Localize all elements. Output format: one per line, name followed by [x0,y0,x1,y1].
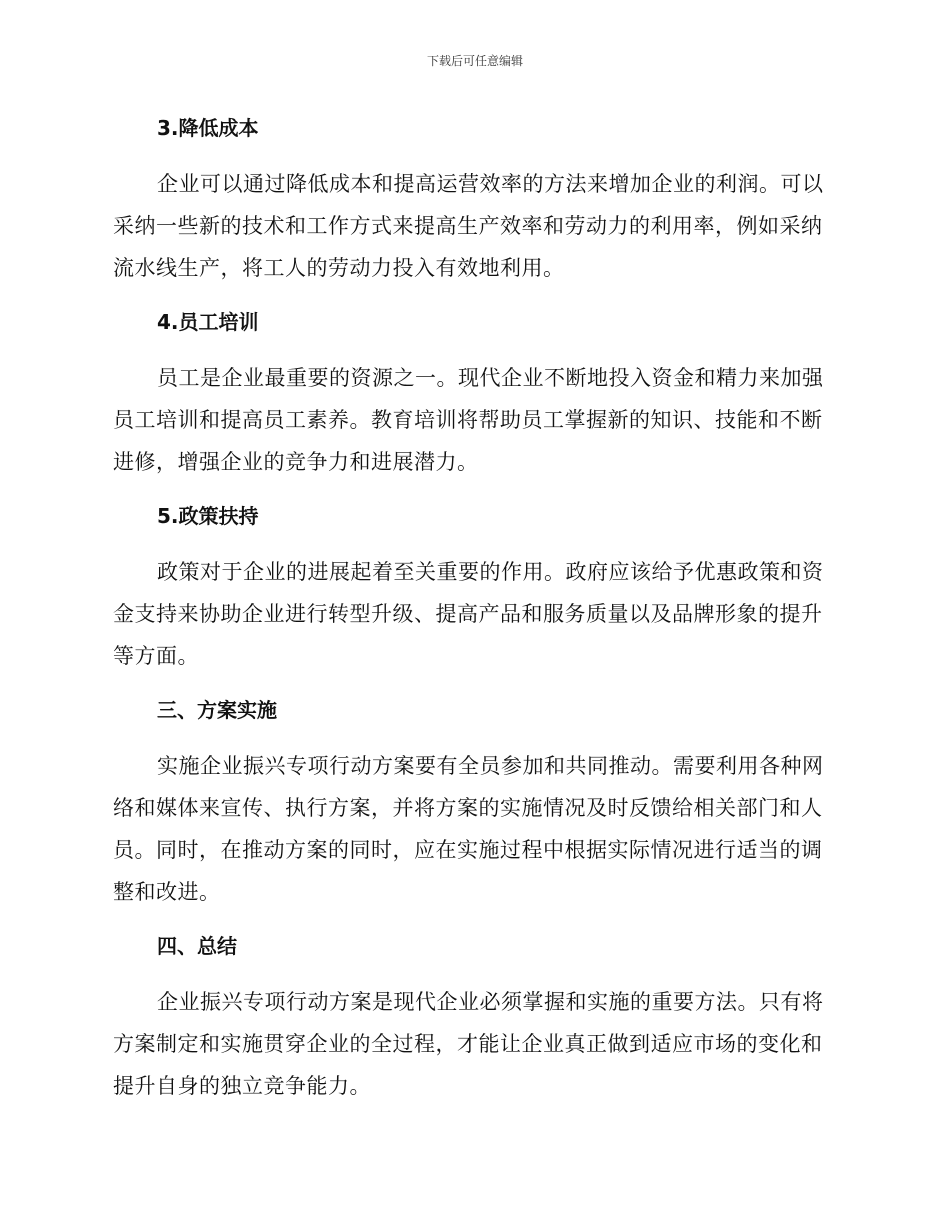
section-heading-implementation: 三、方案实施 [157,698,277,722]
section-paragraph-cost-reduction: 企业可以通过降低成本和提高运营效率的方法来增加企业的利润。可以采纳一些新的技术和工作方式来提高生产效率和劳动力的利用率，例如采纳流水线生产，将工人的劳动力投入有效地利用。 [113,172,824,280]
page-header: 下载后可任意编辑 [426,54,523,68]
section-paragraph-staff-training: 员工是企业最重要的资源之一。现代企业不断地投入资金和精力来加强员工培训和提高员工素养。教育培训将帮助员工掌握新的知识、技能和不断进修，增强企业的竞争力和进展潜力。 [113,366,824,474]
section-heading-policy-support: 5.政策扶持 [157,504,259,528]
section-heading-staff-training: 4.员工培训 [157,310,259,334]
document-body [113,108,837,1120]
section-paragraph-summary: 企业振兴专项行动方案是现代企业必须掌握和实施的重要方法。只有将方案制定和实施贯穿企业的全过程，才能让企业真正做到适应市场的变化和提升自身的独立竞争能力。 [113,990,824,1098]
section-paragraph-implementation: 实施企业振兴专项行动方案要有全员参加和共同推动。需要利用各种网络和媒体来宣传、执行方案，并将方案的实施情况及时反馈给相关部门和人员。同时，在推动方案的同时，应在实施过程中根据实际情况进行适当的调整和改进。 [113,754,824,904]
section-heading-cost-reduction: 3.降低成本 [157,116,259,140]
section-heading-summary: 四、总结 [157,934,237,958]
section-paragraph-policy-support: 政策对于企业的进展起着至关重要的作用。政府应该给予优惠政策和资金支持来协助企业进行转型升级、提高产品和服务质量以及品牌形象的提升等方面。 [113,560,824,668]
